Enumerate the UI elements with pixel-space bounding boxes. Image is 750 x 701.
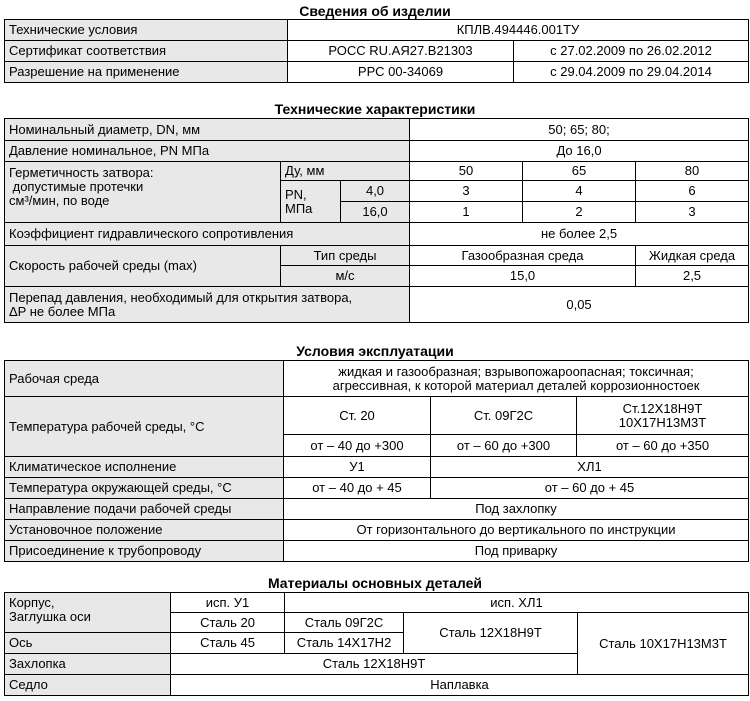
speed-unit: м/с (281, 266, 410, 287)
gas-speed: 15,0 (410, 266, 636, 287)
medium-value-line-1: жидкая и газообразная; взрывопожароопасная; токсичная; (338, 363, 694, 379)
product-table (4, 19, 749, 83)
table-row (5, 62, 749, 83)
pn-short-line-2: МПа (285, 200, 313, 216)
table-row (5, 162, 749, 181)
flow-label: Направление подачи рабочей среды (5, 499, 284, 520)
table-row (5, 478, 749, 499)
ambient-label: Температура окружающей среды, °С (5, 478, 284, 499)
temp-12x18: от – 60 до +350 (577, 435, 749, 457)
ambient-u1: от – 40 до + 45 (284, 478, 431, 499)
cert-value: РОСС RU.АЯ27.В21303 (288, 41, 514, 62)
medium-label: Рабочая среда (5, 361, 284, 397)
temp-09g2s: от – 60 до +300 (431, 435, 577, 457)
leak-value: 3 (636, 202, 749, 223)
connect-value: Под приварку (284, 541, 749, 562)
cert-label: Сертификат соответствия (5, 41, 288, 62)
connect-label: Присоединение к трубопроводу (5, 541, 284, 562)
table-row (5, 20, 749, 41)
table-row (5, 675, 749, 696)
body-u1: Сталь 20 (171, 613, 285, 633)
dp-label-line-2: ΔP не более МПа (9, 303, 116, 319)
axis-label: Ось (5, 633, 171, 654)
section-title-operation: Условия эксплуатации (296, 343, 454, 359)
medium-value (284, 361, 749, 397)
table-row (5, 246, 749, 266)
coef-label: Коэффициент гидравлического сопротивления (5, 223, 410, 246)
flap-value: Сталь 12Х18Н9Т (171, 654, 578, 675)
medium-value-line-2: агрессивная, к которой материал деталей коррозионностоек (332, 377, 700, 393)
section-title-tech: Технические характеристики (274, 101, 476, 117)
du-80: 80 (636, 162, 749, 181)
temp-label: Температура рабочей среды, °С (5, 397, 284, 457)
table-row (5, 541, 749, 562)
isp-hl1: исп. ХЛ1 (285, 593, 749, 613)
gas-label: Газообразная среда (410, 246, 636, 266)
tu-value: КПЛВ.494446.001ТУ (288, 20, 749, 41)
leak-value: 1 (410, 202, 523, 223)
leak-value: 2 (523, 202, 636, 223)
du-65: 65 (523, 162, 636, 181)
temp-st20: от – 40 до +300 (284, 435, 431, 457)
flow-value: Под захлопку (284, 499, 749, 520)
steel-12x18 (577, 397, 749, 435)
climate-label: Климатическое исполнение (5, 457, 284, 478)
leak-label-line-2: допустимые протечки (9, 179, 144, 194)
steel-12x18-line-2: 10Х17Н13М3Т (618, 414, 707, 430)
liquid-label: Жидкая среда (636, 246, 749, 266)
axis-hl1: Сталь 14Х17Н2 (285, 633, 404, 654)
climate-hl1: ХЛ1 (431, 457, 749, 478)
leak-value: 6 (636, 181, 749, 202)
dn-value: 50; 65; 80; (410, 119, 749, 141)
cert-period: с 27.02.2009 по 26.02.2012 (514, 41, 749, 62)
permit-value: РРС 00-34069 (288, 62, 514, 83)
leak-label (5, 162, 281, 223)
table-row (5, 397, 749, 435)
du-label: Ду, мм (281, 162, 410, 181)
pn-value: До 16,0 (410, 141, 749, 162)
pn-4: 4,0 (341, 181, 410, 202)
climate-u1: У1 (284, 457, 431, 478)
steel-12x18-line-1: Ст.12Х18Н9Т (622, 400, 703, 416)
seat-value: Наплавка (171, 675, 749, 696)
seat-label: Седло (5, 675, 171, 696)
install-label: Установочное положение (5, 520, 284, 541)
pn-short-line-1: PN, (285, 186, 307, 202)
section-title-product: Сведения об изделии (299, 3, 451, 19)
leak-label-line-1: Герметичность затвора: (9, 165, 154, 180)
axis-u1: Сталь 45 (171, 633, 285, 654)
table-row (5, 593, 749, 613)
body-label-line-1: Корпус, (9, 595, 55, 610)
du-50: 50 (410, 162, 523, 181)
pn-short-label (281, 181, 341, 223)
materials-table (4, 592, 749, 696)
medium-type-label: Тип среды (281, 246, 410, 266)
body-label (5, 593, 171, 633)
table-row (5, 499, 749, 520)
tu-label: Технические условия (5, 20, 288, 41)
table-row (5, 223, 749, 246)
pn-label: Давление номинальное, PN МПа (5, 141, 410, 162)
operation-table (4, 360, 749, 562)
liquid-speed: 2,5 (636, 266, 749, 287)
table-row (5, 361, 749, 397)
leak-value: 4 (523, 181, 636, 202)
dn-label: Номинальный диаметр, DN, мм (5, 119, 410, 141)
isp-u1: исп. У1 (171, 593, 285, 613)
body-hl1-09g2s: Сталь 09Г2С (285, 613, 404, 633)
permit-label: Разрешение на применение (5, 62, 288, 83)
leak-label-line-3: см³/мин, по воде (9, 193, 110, 208)
table-row (5, 520, 749, 541)
dp-label-line-1: Перепад давления, необходимый для открытия затвора, (9, 289, 353, 305)
table-row (5, 119, 749, 141)
steel-st20: Ст. 20 (284, 397, 431, 435)
section-title-materials: Материалы основных деталей (267, 575, 483, 591)
table-row (5, 287, 749, 323)
body-hl1-10x17: Сталь 10Х17Н13М3Т (578, 613, 749, 675)
dp-label (5, 287, 410, 323)
flap-label: Захлопка (5, 654, 171, 675)
coef-value: не более 2,5 (410, 223, 749, 246)
tech-table (4, 118, 749, 323)
speed-label: Скорость рабочей среды (max) (5, 246, 281, 287)
table-row (5, 41, 749, 62)
permit-period: с 29.04.2009 по 29.04.2014 (514, 62, 749, 83)
leak-value: 3 (410, 181, 523, 202)
table-row (5, 141, 749, 162)
steel-09g2s: Ст. 09Г2С (431, 397, 577, 435)
ambient-hl1: от – 60 до + 45 (431, 478, 749, 499)
dp-value: 0,05 (410, 287, 749, 323)
pn-16: 16,0 (341, 202, 410, 223)
body-hl1-12x18: Сталь 12Х18Н9Т (404, 613, 578, 654)
install-value: От горизонтального до вертикального по инструкции (284, 520, 749, 541)
table-row (5, 457, 749, 478)
body-label-line-2: Заглушка оси (9, 609, 91, 624)
